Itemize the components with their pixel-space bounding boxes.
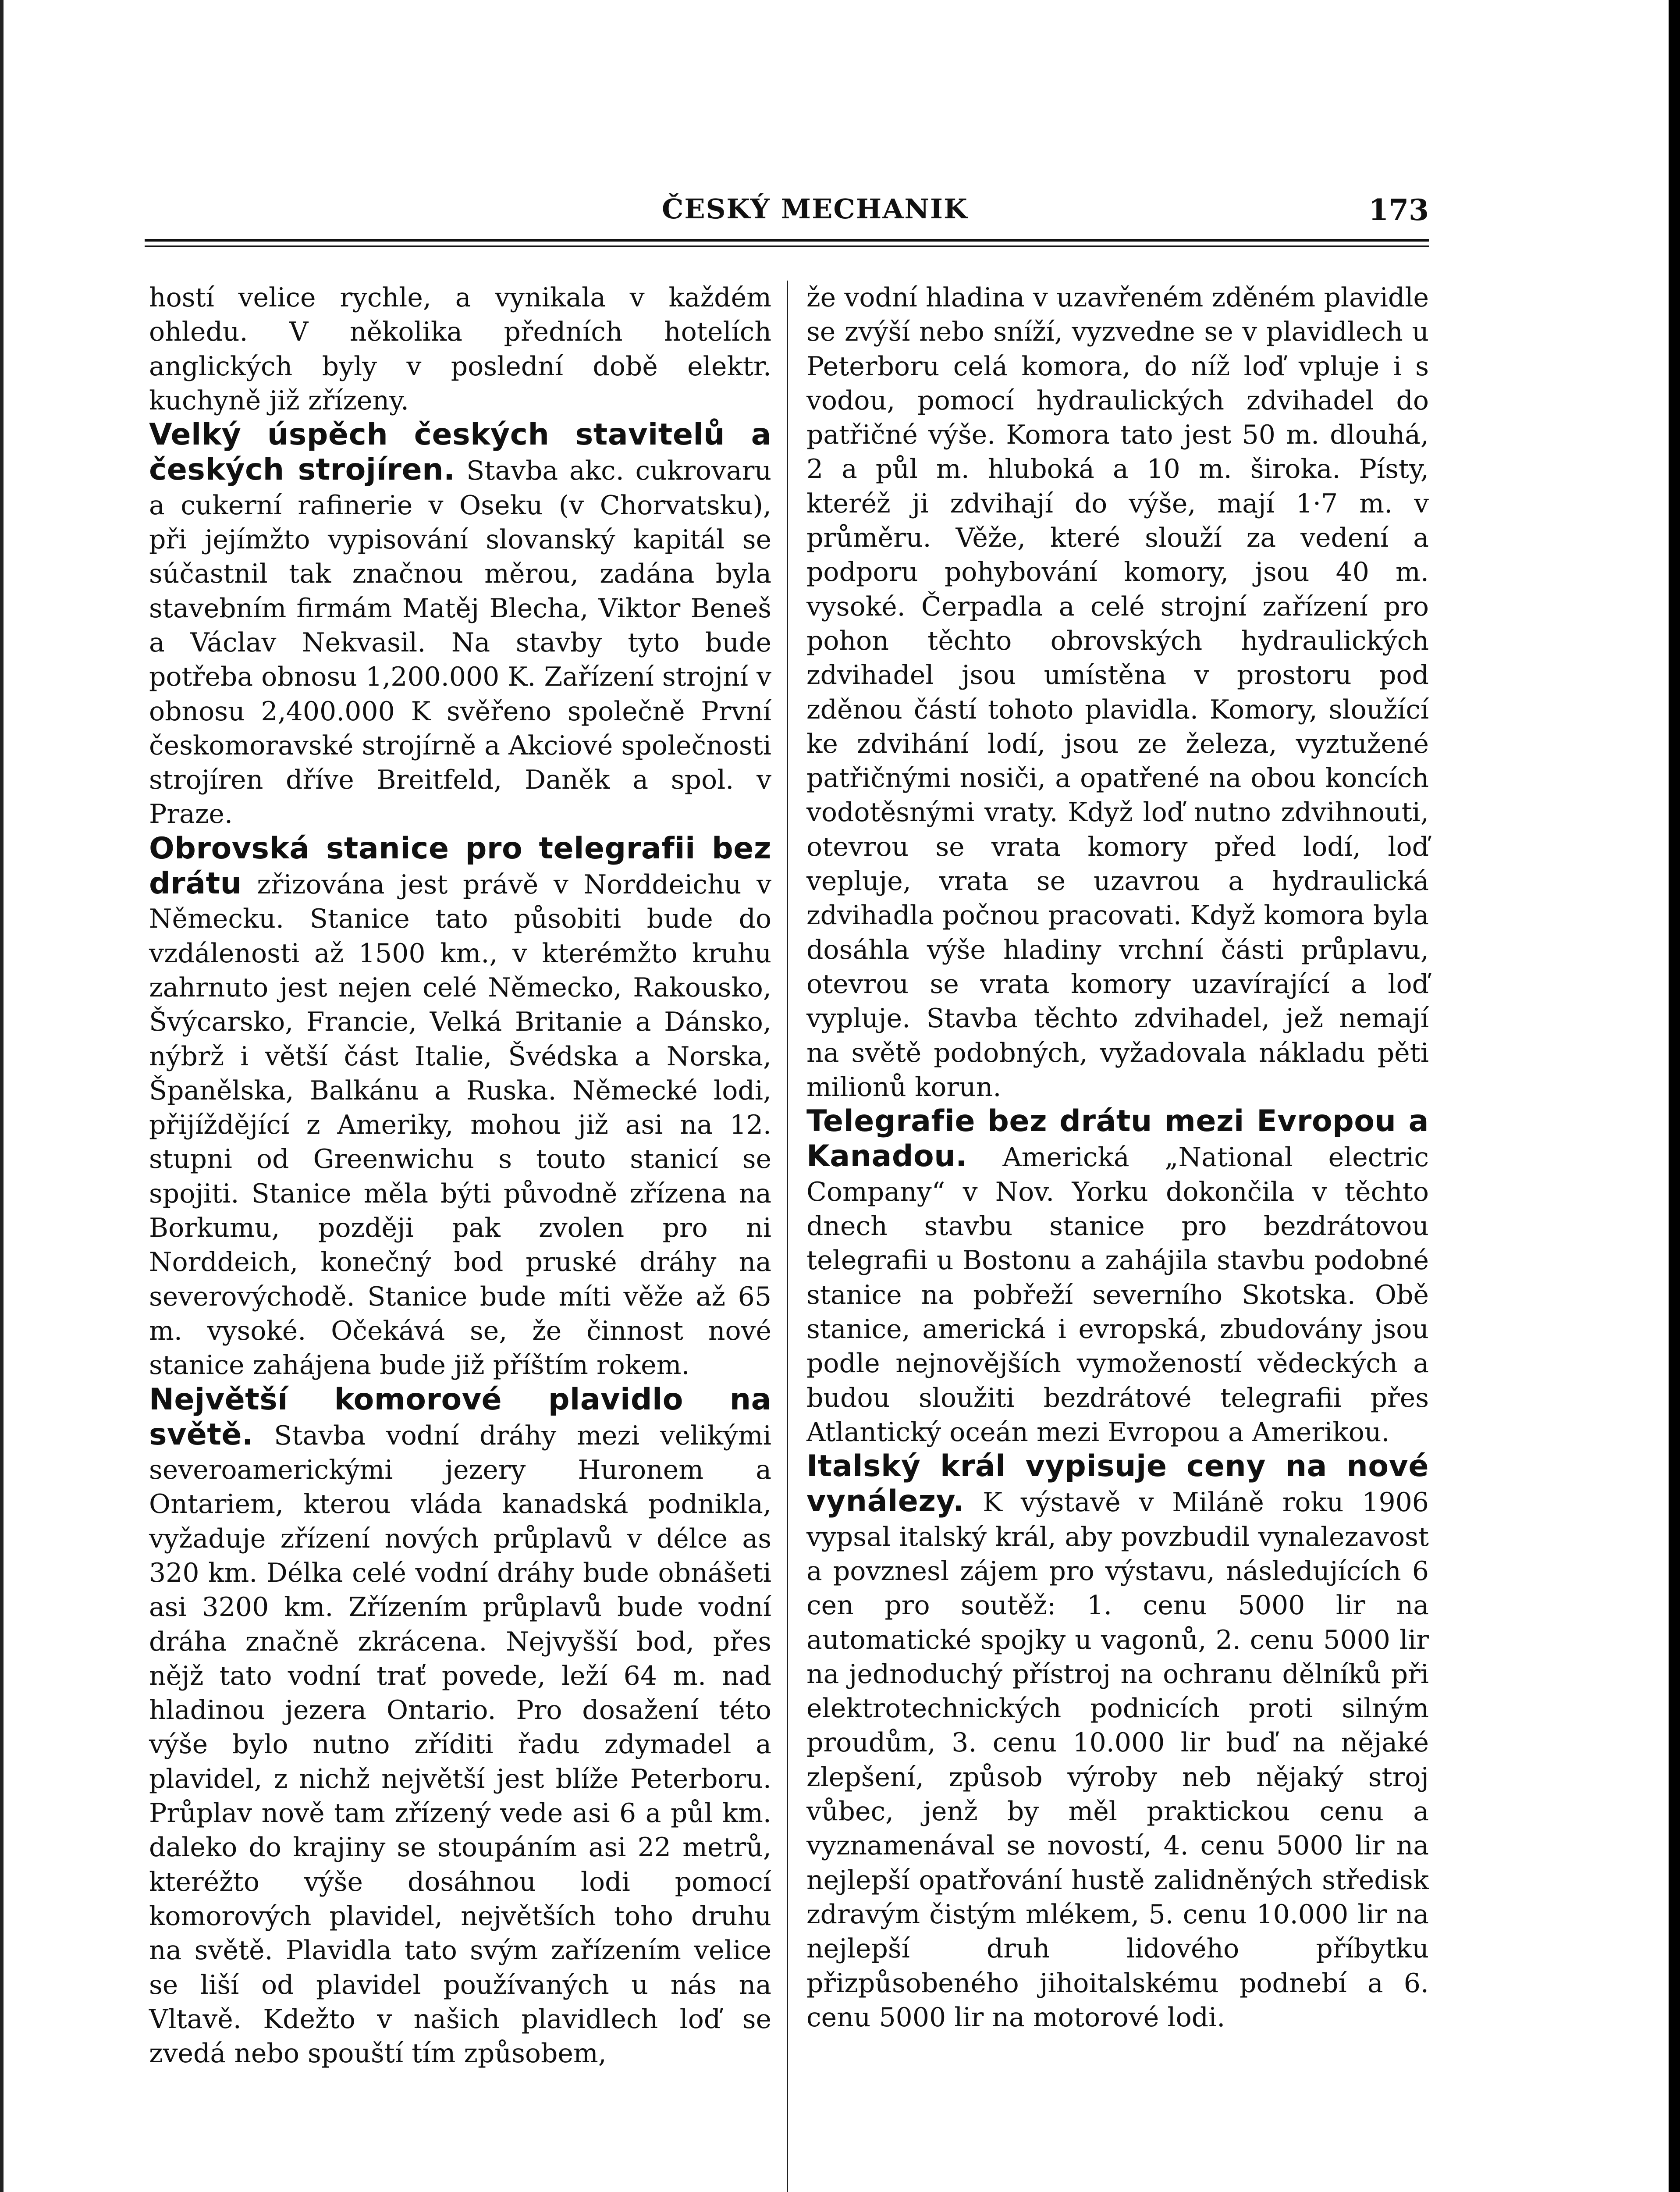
running-title: ČESKÝ MECHANIK <box>662 193 968 225</box>
article-body: K výstavě v Miláně roku 1906 vypsal italský král, aby povzbudil vynalezavost a povznesl zájem pro výstavu, následujících 6 cen pro soutěž: 1. cenu 5000 lir na automatické spojky u vagonů, 2. cenu 5000 lir na jednoduchý přístroj na ochranu dělníků při elektrotechnických podnicích proti silným proudům, 3. cenu 10.000 lir buď na nějaké zlepšení, způsob výroby neb nějaký stroj vůbec, jenž by měl praktickou cenu a vyznamenával se novostí, 4. cenu 5000 lir na nejlepší opatřování hustě zalidněných středisk zdravým čistým mlékem, 5. cenu 10.000 lir na nejlepší druh lidového příbytku přizpůsobeného jihoitalskému podnebí a 6. cenu 5000 lir na motorové lodi. <box>806 1487 1429 2033</box>
article-body: Stavba akc. cukrovaru a cukerní rafinerie v Oseku (v Chorvatsku), při jejímžto vypisování slovanský kapitál se súčastnil tak značnou měrou, zadána byla stavebním firmám Matěj Blecha, Viktor Beneš a Václav Nekvasil. Na stavby tyto bude potřeba obnosu 1,200.000 K. Zařízení strojní v obnosu 2,400.000 K svěřeno společně První českomoravské strojírně a Akciové společnosti strojíren dříve Breitfeld, Daněk a spol. v Praze. <box>149 455 772 830</box>
article-heading: Italský král vypisuje ceny na nové vynálezy. <box>806 1449 1429 1519</box>
intro-paragraph: hostí velice rychle, a vynikala v každém ohledu. V několika předních hotelích anglických byly v poslední době elektr. kuchyně již zřízeny. <box>149 282 771 416</box>
article-builders <box>149 418 771 832</box>
header-rule-thick <box>145 239 1429 242</box>
running-head <box>145 193 1429 232</box>
column-divider <box>787 281 788 2192</box>
article-telegraph-canada <box>806 1104 1429 1449</box>
scan-edge-right <box>1669 0 1680 2192</box>
continuation-paragraph: že vodní hladina v uzavřeném zděném plavidle se zvýší nebo sníží, vyzvedne se v plavidlech u Peterboru celá komora, do níž loď vpluje i s vodou, pomocí hydraulických zdvihadel do patřičné výše. Komora tato jest 50 m. dlouhá, 2 a půl m. hluboká a 10 m. široka. Písty, kteréž ji zdvihají do výše, mají 1·7 m. v průměru. Věže, které slouží za vedení a podporu pohybování komory, jsou 40 m. vysoké. Čerpadla a celé strojní zařízení pro pohon těchto obrovských hydraulických zdvihadel jsou umístěna v prostoru pod zděnou částí tohoto plavidla. Komory, sloužící ke zdvihání lodí, jsou ze železa, vyztužené patřičnými nosiči, a opatřené na obou koncích vodotěsnými vraty. Když loď nutno zdvihnouti, otevrou se vrata komory před lodí, loď vepluje, vrata se uzavrou a hydraulická zdvihadla počnou pracovati. Když komora byla dosáhla výše hladiny vrchní části průplavu, otevrou se vrata komory uzavírající a loď vypluje. Stavba těchto zdvihadel, jež nemají na světě podobných, vyžadovala nákladu pěti milionů korun. <box>806 282 1429 1103</box>
article-body: Stavba vodní dráhy mezi velikými severoamerickými jezery Huronem a Ontariem, kterou vláda kanadská podnikla, vyžaduje zřízení nových průplavů v délce as 320 km. Délka celé vodní dráhy bude obnášeti asi 3200 km. Zřízením průplavů bude vodní dráha značně zkrácena. Nejvyšší bod, přes nějž tato vodní trať povede, leží 64 m. nad hladinou jezera Ontario. Pro dosažení této výše bylo nutno zříditi řadu zdymadel a plavidel, z nichž největší jest blíže Peterboru. Průplav nově tam zřízený vede asi 6 a půl km. daleko do krajiny se stoupáním asi 22 metrů, kteréžto výše dosáhnou lodi pomocí komorových plavidel, největších toho druhu na světě. Plavidla tato svým zařízením velice se liší od plavidel používaných u nás na Vltavě. Kdežto v našich plavidlech loď se zvedá nebo spouští tím způsobem, <box>149 1420 771 2069</box>
article-heading: Největší komorové plavidlo na světě. <box>149 1382 771 1452</box>
scan-edge-left <box>0 0 4 2192</box>
article-wireless-station <box>149 832 771 1383</box>
article-body: Americká „National electric Company“ v Nov. Yorku dokončila v těchto dnech stavbu stanice pro bezdrátovou telegrafii u Bostonu a zahájila stavbu podobné stanice na pobřeží severního Skotska. Obě stanice, americká i evropská, zbudovány jsou podle nejnovějších vymožeností vědeckých a budou sloužiti bezdrátové telegrafii přes Atlantický oceán mezi Evropou a Amerikou. <box>806 1142 1429 1448</box>
article-italian-king <box>806 1449 1429 2035</box>
left-column <box>149 281 771 2071</box>
article-ship-lift <box>149 1383 771 2071</box>
right-column <box>806 281 1429 2035</box>
page-number: 173 <box>1368 193 1429 227</box>
article-heading: Velký úspěch českých stavitelů a českých strojíren. <box>149 417 771 488</box>
article-heading: Obrovská stanice pro telegrafii bez drátu <box>149 831 771 901</box>
article-heading: Telegrafie bez drátu mezi Evropou a Kanadou. <box>806 1104 1429 1174</box>
article-body: zřizována jest právě v Norddeichu v Německu. Stanice tato působiti bude do vzdálenosti až 1500 km., v kterémžto kruhu zahrnuto jest nejen celé Německo, Rakousko, Švýcarsko, Francie, Velká Britanie a Dánsko, nýbrž i větší část Italie, Švédska a Norska, Španělska, Balkánu a Ruska. Německé lodi, přijíždějící z Ameriky, mohou již asi na 12. stupni od Greenwichu s touto stanicí se spojiti. Stanice měla býti původně zřízena na Borkumu, později pak zvolen pro ni Norddeich, konečný bod pruské dráhy na severovýchodě. Stanice bude míti věže až 65 m. vysoké. Očekává se, že činnost nové stanice zahájena bude již příštím rokem. <box>149 869 771 1381</box>
header-rule-thin <box>145 246 1429 247</box>
